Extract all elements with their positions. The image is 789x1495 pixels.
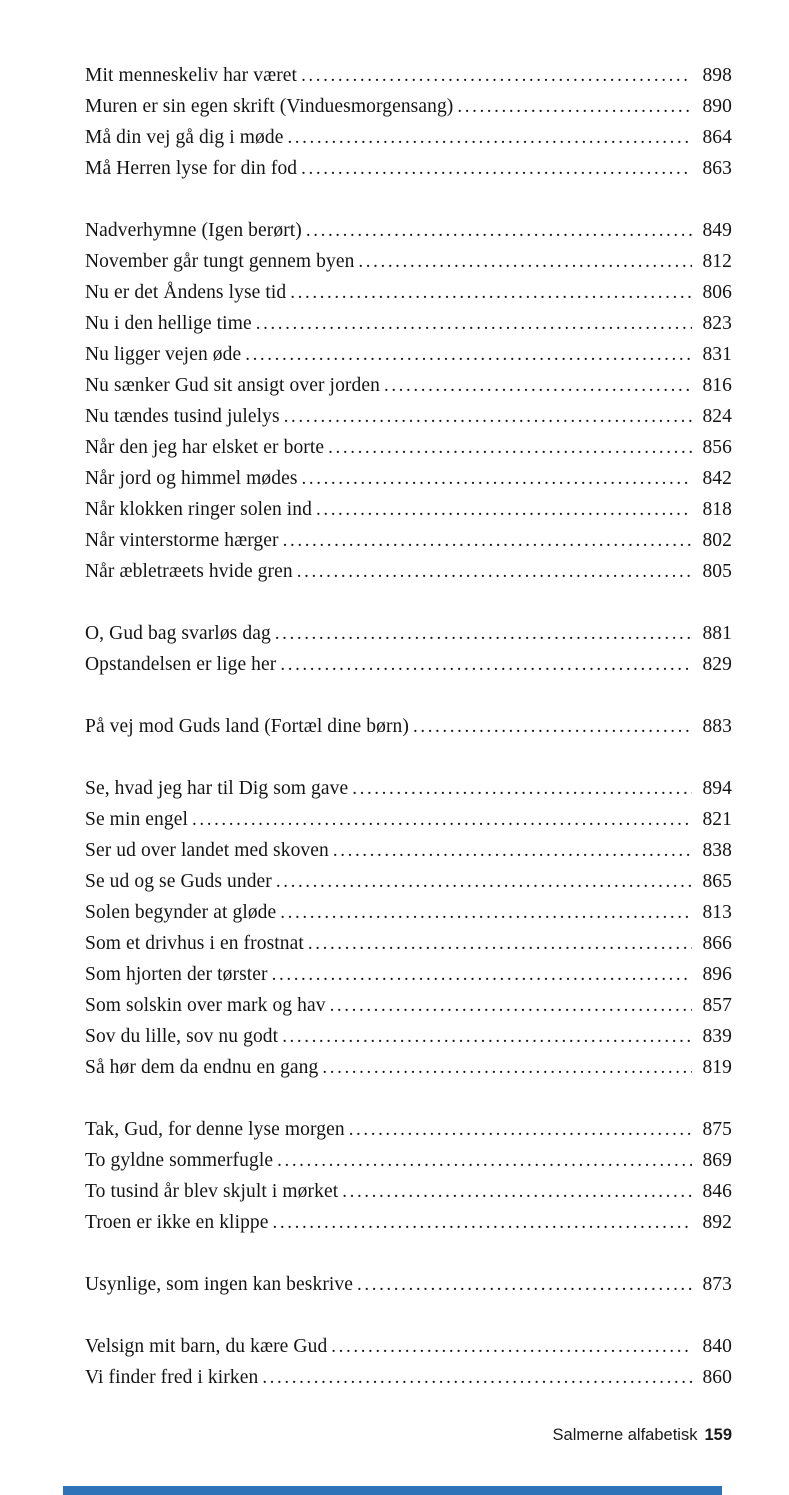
- dot-leader: [413, 711, 692, 742]
- index-entry: [85, 959, 732, 990]
- entry-title: Vi finder fred i kirken: [85, 1367, 259, 1388]
- index-entry: [85, 1021, 732, 1052]
- index-entry: [85, 370, 732, 401]
- entry-page-number: 802: [702, 530, 732, 551]
- dot-leader: [349, 1114, 692, 1145]
- entry-title: Tak, Gud, for denne lyse morgen: [85, 1119, 345, 1140]
- index-entry: [85, 91, 732, 122]
- entry-title: Så hør dem da endnu en gang: [85, 1057, 319, 1078]
- index-entry: [85, 773, 732, 804]
- entry-title: Nadverhymne (Igen berørt): [85, 220, 302, 241]
- entry-title: Nu er det Åndens lyse tid: [85, 282, 287, 303]
- index-entry: [85, 1331, 732, 1362]
- index-entry: [85, 556, 732, 587]
- index-entry: [85, 122, 732, 153]
- index-entry: [85, 866, 732, 897]
- entry-page-number: 805: [702, 561, 732, 582]
- entry-page-number: 881: [702, 623, 732, 644]
- index-group-v: [85, 1331, 732, 1393]
- dot-leader: [316, 494, 692, 525]
- index-entry: [85, 835, 732, 866]
- index-group-p: [85, 711, 732, 742]
- dot-leader: [283, 525, 692, 556]
- dot-leader: [284, 401, 692, 432]
- dot-leader: [280, 649, 692, 680]
- entry-page-number: 883: [702, 716, 732, 737]
- dot-leader: [306, 215, 692, 246]
- index-entry: [85, 1207, 732, 1238]
- entry-title: Mit menneskeliv har været: [85, 65, 298, 86]
- dot-leader: [333, 835, 692, 866]
- dot-leader: [262, 1362, 692, 1393]
- entry-title: Se, hvad jeg har til Dig som gave: [85, 778, 349, 799]
- entry-page-number: 846: [702, 1181, 732, 1202]
- entry-page-number: 856: [702, 437, 732, 458]
- entry-title: Nu ligger vejen øde: [85, 344, 242, 365]
- entry-title: Som et drivhus i en frostnat: [85, 933, 304, 954]
- entry-page-number: 869: [702, 1150, 732, 1171]
- index-entry: [85, 308, 732, 339]
- entry-page-number: 816: [702, 375, 732, 396]
- index-entry: [85, 153, 732, 184]
- entry-title: Se ud og se Guds under: [85, 871, 272, 892]
- dot-leader: [273, 1207, 692, 1238]
- dot-leader: [358, 246, 692, 277]
- dot-leader: [352, 773, 692, 804]
- entry-page-number: 831: [702, 344, 732, 365]
- index-entry: [85, 897, 732, 928]
- dot-leader: [282, 1021, 692, 1052]
- entry-page-number: 860: [702, 1367, 732, 1388]
- entry-page-number: 865: [702, 871, 732, 892]
- entry-page-number: 818: [702, 499, 732, 520]
- dot-leader: [357, 1269, 692, 1300]
- dot-leader: [301, 153, 692, 184]
- index-entry: [85, 525, 732, 556]
- dot-leader: [322, 1052, 692, 1083]
- index-entry: [85, 401, 732, 432]
- dot-leader: [328, 432, 692, 463]
- footer-page-number: 159: [704, 1426, 732, 1444]
- index-entry: [85, 277, 732, 308]
- index-entry: [85, 339, 732, 370]
- entry-title: Som hjorten der tørster: [85, 964, 268, 985]
- entry-page-number: 829: [702, 654, 732, 675]
- dot-leader: [290, 277, 692, 308]
- entry-page-number: 866: [702, 933, 732, 954]
- entry-title: To gyldne sommerfugle: [85, 1150, 274, 1171]
- entry-page-number: 896: [702, 964, 732, 985]
- index-entry: [85, 649, 732, 680]
- entry-title: O, Gud bag svarløs dag: [85, 623, 271, 644]
- entry-page-number: 813: [702, 902, 732, 923]
- entry-title: Sov du lille, sov nu godt: [85, 1026, 279, 1047]
- entry-page-number: 849: [702, 220, 732, 241]
- entry-title: Nu i den hellige time: [85, 313, 252, 334]
- entry-title: Nu tændes tusind julelys: [85, 406, 280, 427]
- entry-title: Når æbletræets hvide gren: [85, 561, 293, 582]
- dot-leader: [342, 1176, 692, 1207]
- footer-section-label: Salmerne alfabetisk: [552, 1426, 698, 1444]
- dot-leader: [287, 122, 692, 153]
- index-entry: [85, 990, 732, 1021]
- entry-title: Ser ud over landet med skoven: [85, 840, 329, 861]
- dot-leader: [302, 463, 692, 494]
- entry-page-number: 857: [702, 995, 732, 1016]
- dot-leader: [301, 60, 692, 91]
- entry-title: Nu sænker Gud sit ansigt over jorden: [85, 375, 380, 396]
- index-entry: [85, 1052, 732, 1083]
- entry-title: Må Herren lyse for din fod: [85, 158, 298, 179]
- dot-leader: [330, 990, 692, 1021]
- entry-title: Opstandelsen er lige her: [85, 654, 277, 675]
- dot-leader: [297, 556, 692, 587]
- index-entry: [85, 1362, 732, 1393]
- entry-page-number: 806: [702, 282, 732, 303]
- entry-page-number: 875: [702, 1119, 732, 1140]
- entry-title: Når klokken ringer solen ind: [85, 499, 312, 520]
- entry-page-number: 842: [702, 468, 732, 489]
- entry-page-number: 838: [702, 840, 732, 861]
- index-entry: [85, 618, 732, 649]
- dot-leader: [245, 339, 692, 370]
- entry-title: Velsign mit barn, du kære Gud: [85, 1336, 328, 1357]
- dot-leader: [276, 866, 692, 897]
- entry-title: Muren er sin egen skrift (Vinduesmorgensang): [85, 96, 454, 117]
- entry-title: Troen er ikke en klippe: [85, 1212, 269, 1233]
- dot-leader: [308, 928, 692, 959]
- entry-title: Må din vej gå dig i møde: [85, 127, 284, 148]
- index-group-t: [85, 1114, 732, 1238]
- index-entry: [85, 1269, 732, 1300]
- entry-page-number: 863: [702, 158, 732, 179]
- dot-leader: [384, 370, 692, 401]
- index-entry: [85, 804, 732, 835]
- index-entry: [85, 246, 732, 277]
- index-entry: [85, 928, 732, 959]
- entry-title: Usynlige, som ingen kan beskrive: [85, 1274, 354, 1295]
- index-entry: [85, 1145, 732, 1176]
- bottom-accent-bar: [63, 1486, 722, 1495]
- dot-leader: [272, 959, 692, 990]
- entry-title: Solen begynder at gløde: [85, 902, 277, 923]
- dot-leader: [275, 618, 692, 649]
- page-footer: [553, 1426, 732, 1445]
- index-group-o: [85, 618, 732, 680]
- index-group-u: [85, 1269, 732, 1300]
- dot-leader: [331, 1331, 692, 1362]
- index-entry: [85, 215, 732, 246]
- entry-page-number: 812: [702, 251, 732, 272]
- index-entry: [85, 1176, 732, 1207]
- index-entry: [85, 711, 732, 742]
- entry-title: Når jord og himmel mødes: [85, 468, 298, 489]
- entry-page-number: 864: [702, 127, 732, 148]
- index-group-n: [85, 215, 732, 587]
- entry-page-number: 873: [702, 1274, 732, 1295]
- index-group-s: [85, 773, 732, 1083]
- dot-leader: [192, 804, 692, 835]
- index-entry: [85, 463, 732, 494]
- dot-leader: [457, 91, 692, 122]
- index-entry: [85, 1114, 732, 1145]
- entry-page-number: 821: [702, 809, 732, 830]
- entry-page-number: 824: [702, 406, 732, 427]
- entry-page-number: 894: [702, 778, 732, 799]
- entry-title: To tusind år blev skjult i mørket: [85, 1181, 339, 1202]
- entry-page-number: 890: [702, 96, 732, 117]
- entry-page-number: 823: [702, 313, 732, 334]
- entry-title: På vej mod Guds land (Fortæl dine børn): [85, 716, 409, 737]
- entry-title: Når vinterstorme hærger: [85, 530, 279, 551]
- entry-title: Se min engel: [85, 809, 189, 830]
- entry-page-number: 839: [702, 1026, 732, 1047]
- index-entry: [85, 60, 732, 91]
- entry-title: November går tungt gennem byen: [85, 251, 355, 272]
- index-group-m: [85, 60, 732, 184]
- entry-page-number: 840: [702, 1336, 732, 1357]
- index-entry: [85, 432, 732, 463]
- dot-leader: [256, 308, 692, 339]
- entry-page-number: 898: [702, 65, 732, 86]
- entry-title: Når den jeg har elsket er borte: [85, 437, 325, 458]
- index-entry: [85, 494, 732, 525]
- entry-page-number: 819: [702, 1057, 732, 1078]
- entry-page-number: 892: [702, 1212, 732, 1233]
- dot-leader: [277, 1145, 692, 1176]
- dot-leader: [280, 897, 692, 928]
- entry-title: Som solskin over mark og hav: [85, 995, 326, 1016]
